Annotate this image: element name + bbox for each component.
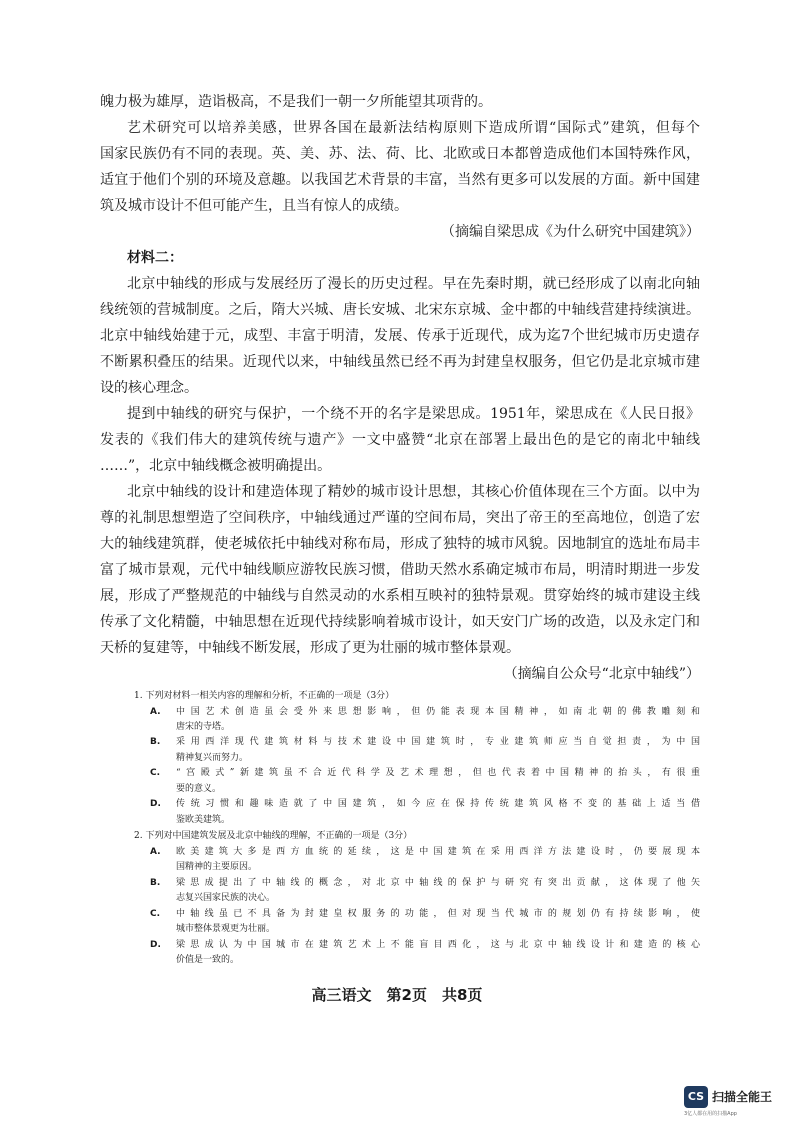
material1-source: （摘编自梁思成《为什么研究中国建筑》） (441, 224, 700, 240)
page-footer: 高三语文 第2页 共8页 (311, 986, 483, 1004)
question2-option-d-line-2: 价值是一致的。 (176, 955, 240, 965)
material2-line-2: 线统领的营城制度。之后，隋大兴城、唐长安城、北宋东京城、金中都的中轴线营建持续演进。 (100, 302, 700, 318)
material1-line-5: 筑及城市设计不但可能产生，且当有惊人的成绩。 (100, 198, 408, 214)
question2-option-a-line-2: 国精神的主要原因。 (176, 862, 258, 873)
question1-option-b-line-1: 采用西洋现代建筑材料与技术建设中国建筑时，专业建筑师应当自觉担责，为中国 (176, 737, 700, 748)
question1-option-b-label: B. (150, 737, 161, 748)
question2-option-c-line-2: 城市整体景观更为壮丽。 (176, 924, 276, 935)
question2-option-d-line-1: 梁思成认为中国城市在建筑艺术上不能盲目西化，这与北京中轴线设计和建造的核心 (176, 939, 700, 950)
material2-source: （摘编自公众号“北京中轴线”） (503, 666, 700, 682)
question1-stem: 1. 下列对材料一相关内容的理解和分析，不正确的一项是（3分） (134, 691, 395, 701)
material2-line-13: 展，形成了严整规范的中轴线与自然灵动的水系相互映衬的独特景观。贯穿始终的城市建设主线 (100, 588, 700, 604)
material2-line-6: 提到中轴线的研究与保护，一个绕不开的名字是梁思成。1951年，梁思成在《人民日报》 (127, 406, 700, 422)
question1-option-a-label: A. (150, 706, 161, 717)
material2-line-3: 北京中轴线始建于元，成型、丰富于明清，发展、传承于近现代，成为迄7个世纪城市历史遗存 (100, 328, 700, 344)
question1-option-b-line-2: 精神复兴而努力。 (176, 752, 249, 763)
watermark-title: 扫描全能王 (712, 1090, 773, 1104)
material1-line-2: 艺术研究可以培养美感，世界各国在最新法结构原则下造成所谓“国际式”建筑，但每个 (127, 120, 700, 136)
question2-option-b-line-1: 梁思成提出了中轴线的概念，对北京中轴线的保护与研究有突出贡献，这体现了他矢 (176, 877, 700, 888)
question2-option-a-label: A. (150, 846, 161, 857)
question2-option-a-line-1: 欧美建筑大多是西方血统的延续，这是中国建筑在采用西洋方法建设时，仍要展现本 (176, 846, 700, 857)
question1-option-c-line-1: “宫殿式”新建筑虽不合近代科学及艺术理想，但也代表着中国精神的抬头，有很重 (176, 768, 700, 779)
question2-option-d-label: D. (150, 939, 161, 950)
watermark-subtitle: 3亿人都在用的扫描App (684, 1111, 737, 1117)
material2-line-4: 不断累积叠压的结果。近现代以来，中轴线虽然已经不再为封建皇权服务，但它仍是北京城市建 (100, 354, 700, 370)
material1-line-1: 魄力极为雄厚，造诣极高，不是我们一朝一夕所能望其项背的。 (100, 94, 492, 110)
question1-option-a-line-2: 唐宋的寺塔。 (176, 721, 231, 732)
material2-line-10: 尊的礼制思想塑造了空间秩序，中轴线通过严谨的空间布局，突出了帝王的至高地位，创造了宏 (100, 510, 700, 526)
question2-stem: 2. 下列对中国建筑发展及北京中轴线的理解，不正确的一项是（3分） (134, 831, 413, 842)
material1-line-4: 适宜于他们个别的环境及意趣。以我国艺术背景的丰富，当然有更多可以发展的方面。新中国建 (100, 172, 700, 188)
question2-option-c-label: C. (150, 908, 161, 919)
material2-line-9: 北京中轴线的设计和建造体现了精妙的城市设计思想，其核心价值体现在三个方面。以中为 (127, 484, 700, 500)
material2-line-1: 北京中轴线的形成与发展经历了漫长的历史过程。早在先秦时期，就已经形成了以南北向轴 (127, 276, 700, 292)
material2-heading: 材料二： (127, 250, 183, 266)
question1-option-d-line-1: 传统习惯和趣味造就了中国建筑，如今应在保持传统建筑风格不变的基础上适当借 (176, 799, 700, 810)
question1-option-c-label: C. (150, 768, 161, 779)
scanner-watermark (684, 1082, 788, 1120)
question1-option-a-line-1: 中国艺术创造虽会受外来思想影响，但仍能表现本国精神，如南北朝的佛教雕刻和 (176, 706, 700, 717)
material2-line-8: ……”，北京中轴线概念被明确提出。 (100, 458, 332, 474)
material2-line-11: 大的轴线建筑群，使老城依托中轴线对称布局，形成了独特的城市风貌。因地制宜的选址布局丰 (100, 536, 700, 552)
question1-option-d-label: D. (150, 799, 161, 810)
material1-line-3: 国家民族仍有不同的表现。英、美、苏、法、荷、比、北欧或日本都曾造成他们本国特殊作风， (100, 146, 700, 162)
camscanner-logo-icon: CS (684, 1086, 708, 1108)
material2-line-7: 发表的《我们伟大的建筑传统与遗产》一文中盛赞“北京在部署上最出色的是它的南北中轴线 (100, 432, 700, 448)
material2-line-15: 天桥的复建等，中轴线不断发展，形成了更为壮丽的城市整体景观。 (100, 640, 520, 656)
question1-option-c-line-2: 要的意义。 (176, 783, 222, 794)
question2-option-c-line-1: 中轴线虽已不具备为封建皇权服务的功能，但对现当代城市的规划仍有持续影响，使 (176, 908, 700, 919)
material2-line-12: 富了城市景观，元代中轴线顺应游牧民族习惯，借助天然水系确定城市布局，明清时期进一步发 (100, 562, 700, 578)
material2-line-5: 设的核心理念。 (100, 380, 198, 396)
question2-option-b-line-2: 志复兴国家民族的决心。 (176, 893, 276, 904)
question2-option-b-label: B. (150, 877, 161, 888)
question1-option-d-line-2: 鉴欧美建筑。 (176, 814, 231, 825)
material2-line-14: 传承了文化精髓，中轴思想在近现代持续影响着城市设计，如天安门广场的改造，以及永定门和 (100, 614, 700, 630)
